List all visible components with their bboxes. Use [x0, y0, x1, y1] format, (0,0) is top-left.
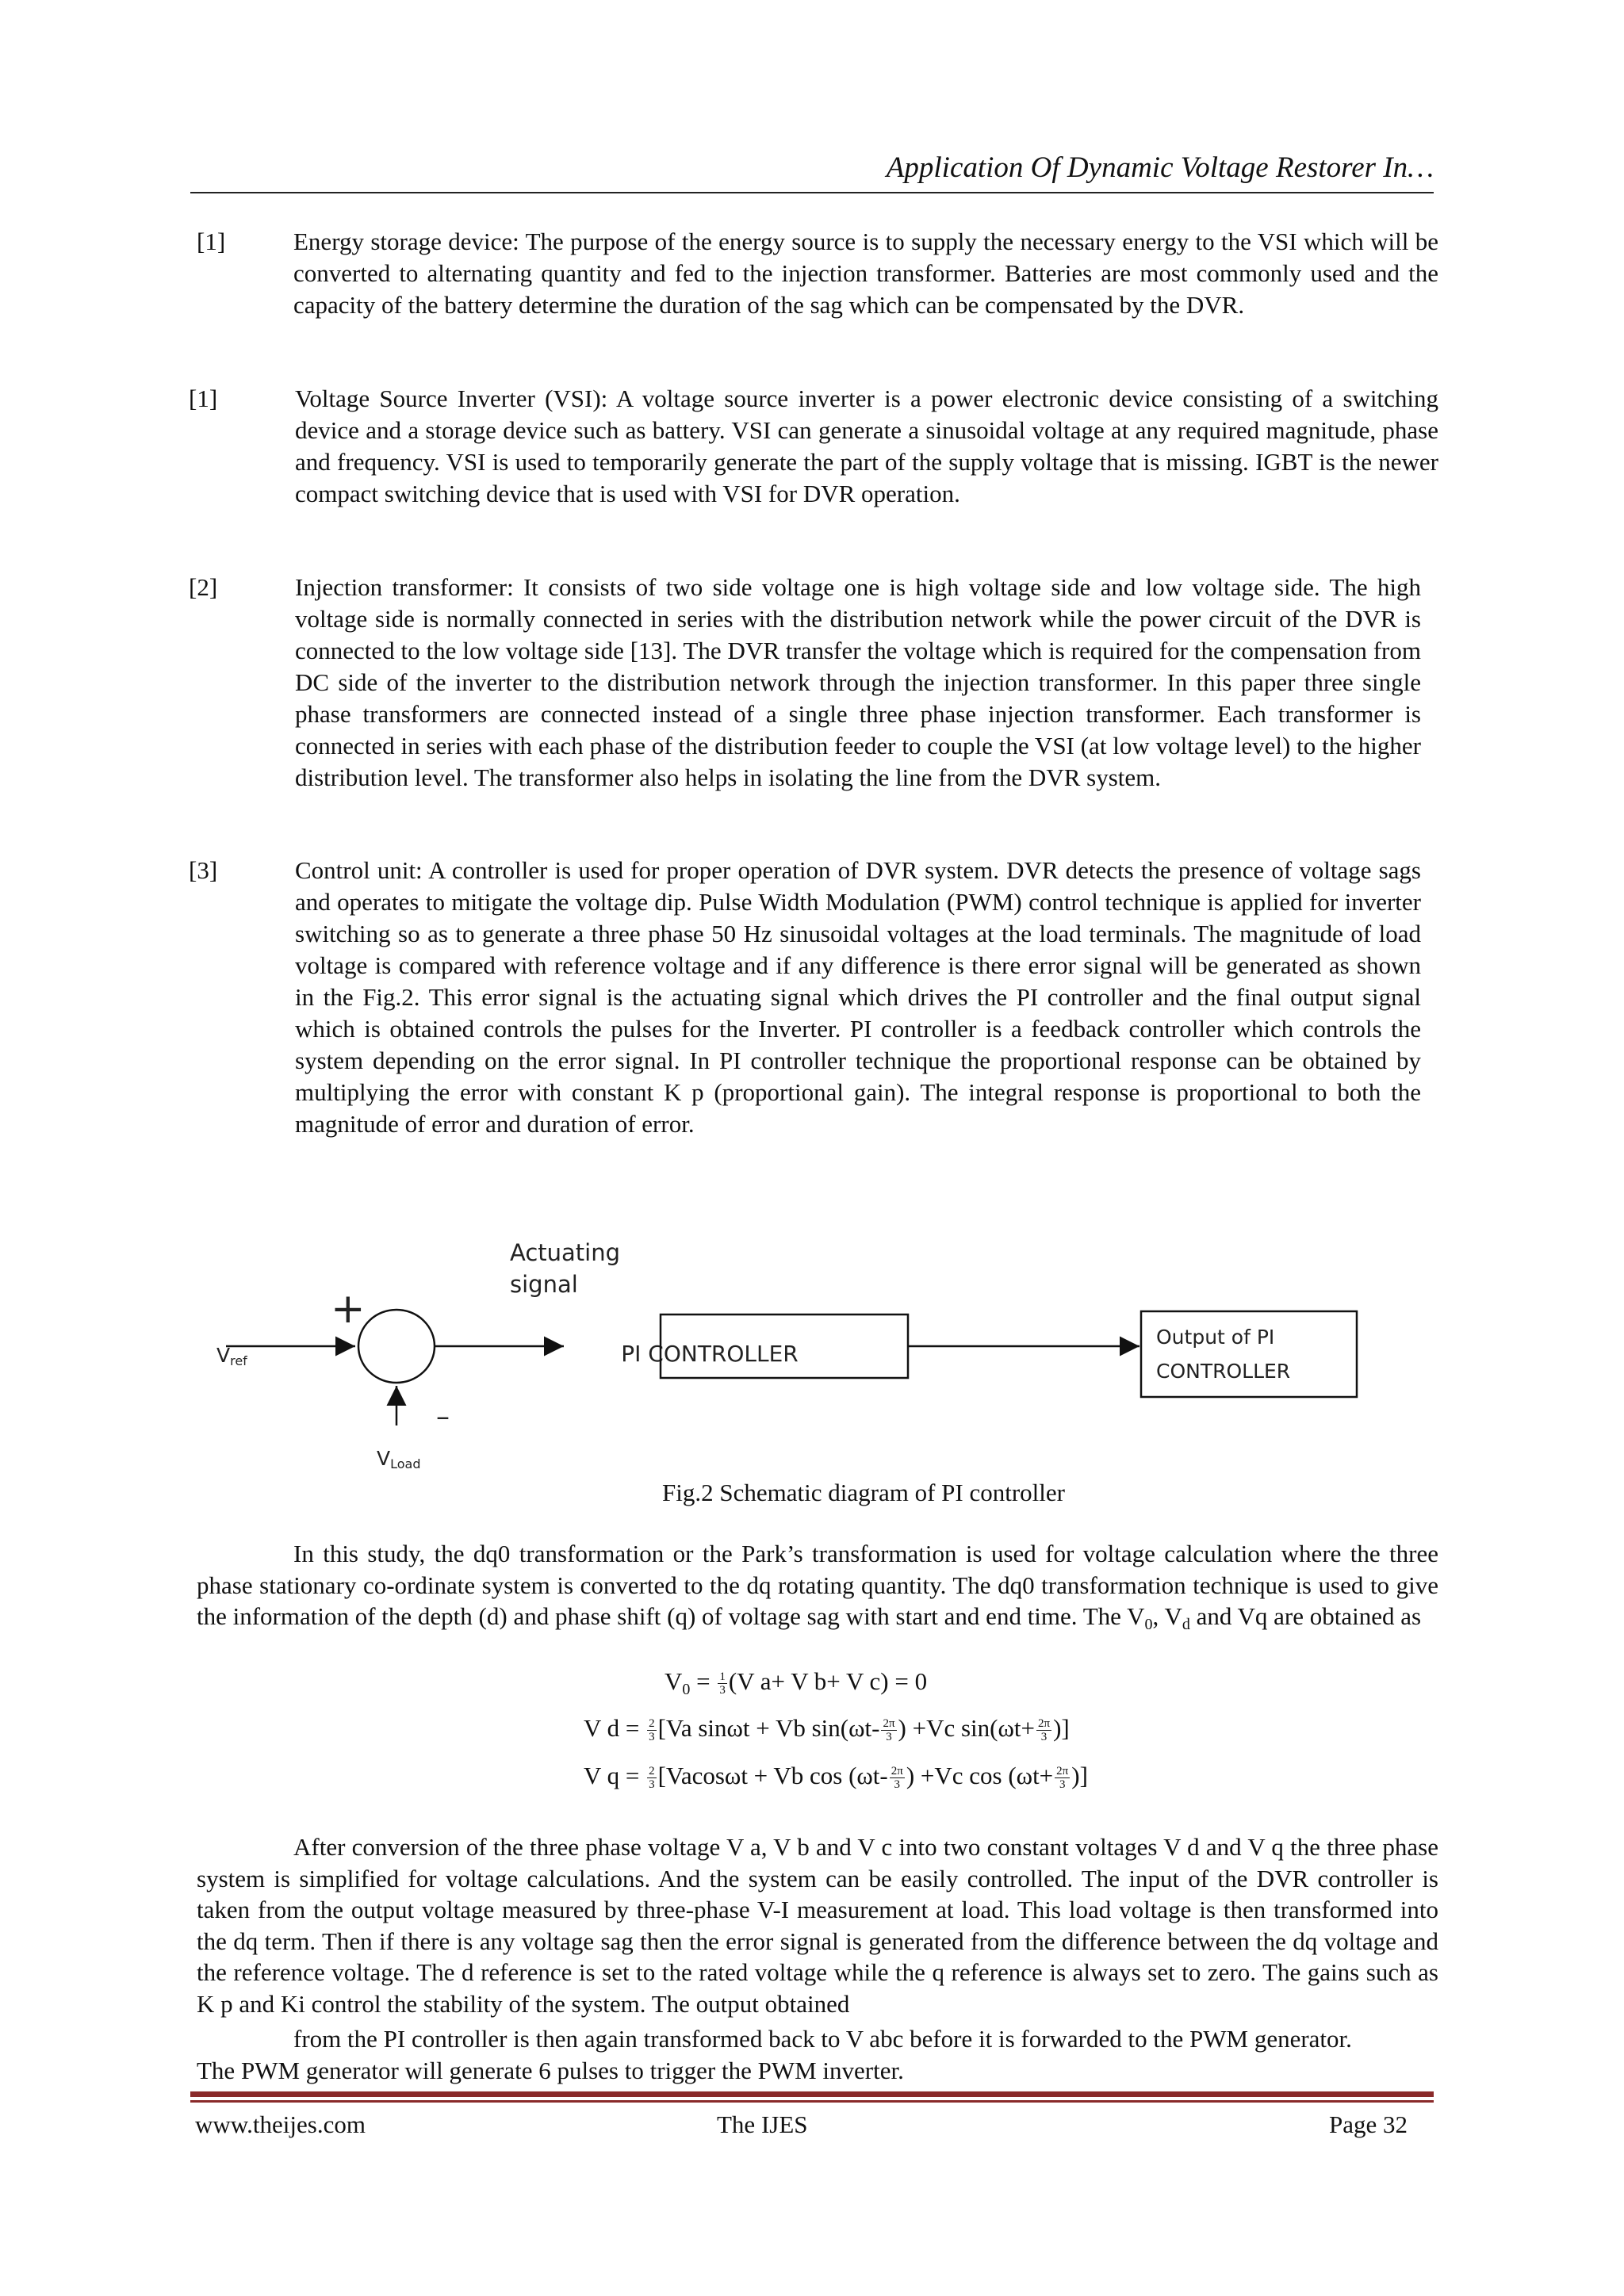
frac-numerator: 1	[719, 1670, 726, 1684]
footer-website: www.theijes.com	[195, 2110, 366, 2138]
footer-rule-thin	[190, 2100, 1434, 2103]
minus-sign: –	[436, 1401, 450, 1433]
frac-denominator: 3	[719, 1684, 726, 1697]
para-text: After conversion of the three phase voltage V a, V b and V c into two constant voltages V d and V q the three phase system is simplified for voltage calculations. And the system can be easily controlled. The input of the DVR controller is taken from the output voltage measured by three-phase V-I measurement at load. This load voltage is then transformed into the dq term. Then if there is any voltage sag then the error signal is generated from the difference between the dq voltage and the reference voltage. The d reference is set to the rated voltage while the q reference is always set to zero. The gains such as K p and Ki control the stability of the system. The output obtained	[197, 1833, 1438, 2018]
frac-numerator: 2	[649, 1765, 655, 1778]
eq-vd-c: )]	[1053, 1714, 1070, 1742]
list-item-injection-transformer	[189, 572, 1421, 825]
footer-page-number: Page 32	[1329, 2110, 1408, 2138]
frac-denominator: 3	[1059, 1778, 1066, 1792]
eq-vd-b: ) +Vc sin(ωt+	[898, 1714, 1035, 1742]
pi-controller-label: PI CONTROLLER	[621, 1341, 799, 1367]
frac-denominator: 3	[649, 1731, 655, 1744]
output-label-line2: CONTROLLER	[1156, 1360, 1291, 1383]
eq-v0-lhs: V	[665, 1667, 683, 1695]
fraction-2pi-3	[1055, 1765, 1070, 1791]
frac-numerator: 2π	[1037, 1717, 1051, 1731]
header-rule	[190, 192, 1434, 193]
eq-v0-rhs: (V a+ V b+ V c) = 0	[728, 1667, 928, 1695]
list-item-control-unit	[189, 855, 1421, 1203]
fraction-one-third	[718, 1670, 727, 1697]
subscript-d: d	[1182, 1616, 1190, 1633]
item-text: Voltage Source Inverter (VSI): A voltage source inverter is a power electronic device consisting of a switching device and a storage device such as battery. VSI can generate a sinusoidal voltage at any required magnitude, phase and frequency. VSI is used to temporarily generate the part of the supply voltage that is missing. IGBT is the newer compact switching device that is used with VSI for DVR operation.	[295, 385, 1438, 507]
para-text: from the PI controller is then again transformed back to V abc before it is forwarded to the PWM generator.	[293, 2025, 1352, 2053]
item-number: [2]	[189, 573, 218, 601]
fraction-2pi-3	[890, 1765, 905, 1791]
summing-junction	[358, 1310, 435, 1383]
para-text-2: , V	[1152, 1602, 1182, 1630]
list-item-vsi	[189, 383, 1438, 541]
item-number: [3]	[189, 856, 218, 884]
frac-denominator: 3	[894, 1778, 901, 1792]
eq-vq-c: )]	[1071, 1762, 1088, 1789]
list-item-energy-storage	[197, 226, 1438, 353]
subscript-zero: 0	[1144, 1616, 1153, 1633]
equation-vq	[584, 1762, 1088, 1791]
output-label-line1: Output of PI	[1156, 1326, 1275, 1349]
running-head: Application Of Dynamic Voltage Restorer In…	[886, 151, 1434, 184]
equation-vd	[584, 1714, 1070, 1743]
frac-denominator: 3	[649, 1778, 655, 1792]
figure-caption: Fig.2 Schematic diagram of PI controller	[662, 1479, 1065, 1506]
actuating-signal-label: Actuating	[510, 1239, 621, 1266]
item-number: [1]	[189, 385, 218, 412]
vload-label	[377, 1447, 421, 1471]
paragraph-pwm-line1	[293, 2023, 1438, 2055]
equation-v0	[665, 1667, 927, 1699]
pi-controller-diagram	[210, 1235, 1368, 1483]
footer-journal: The IJES	[717, 2110, 808, 2138]
vload-main: V	[377, 1447, 391, 1470]
eq-vd-lhs: V d =	[584, 1714, 646, 1742]
paragraph-dq0	[197, 1538, 1438, 1641]
vref-sub: ref	[230, 1353, 247, 1368]
frac-numerator: 2	[649, 1717, 655, 1731]
frac-denominator: 3	[1040, 1731, 1048, 1744]
paragraph-pwm-line2	[197, 2055, 1438, 2087]
fraction-2pi-3	[881, 1717, 896, 1743]
para-text-3: and Vq are obtained as	[1189, 1602, 1422, 1630]
item-text: Energy storage device: The purpose of the energy source is to supply the necessary energy to the VSI which will be converted to alternating quantity and fed to the injection transformer. Batteries are most commonly used and the capacity of the battery determine the duration of the sag which can be compensated by the DVR.	[293, 228, 1438, 319]
footer-rule	[190, 2091, 1434, 2097]
eq-vq-a: [Vacosωt + Vb cos (ωt-	[657, 1762, 888, 1789]
fraction-two-thirds	[647, 1765, 657, 1791]
eq-v0-sub: 0	[682, 1681, 691, 1698]
fraction-two-thirds	[647, 1717, 657, 1743]
plus-sign: +	[331, 1285, 366, 1333]
item-number: [1]	[197, 228, 226, 255]
paragraph-conversion	[197, 1831, 1438, 2019]
item-text: Control unit: A controller is used for proper operation of DVR system. DVR detects the presence of voltage sags and operates to mitigate the voltage dip. Pulse Width Modulation (PWM) control technique is applied for inverter switching so as to generate a three phase 50 Hz sinusoidal voltages at the load terminals. The magnitude of load voltage is compared with reference voltage and if any difference is there error signal will be generated as shown in the Fig.2. This error signal is the actuating signal which drives the PI controller and the final output signal which is obtained controls the pulses for the Inverter. PI controller is a feedback controller which controls the system depending on the error signal. In PI controller technique the proportional response can be obtained by multiplying the error with constant K p (proportional gain). The integral response is proportional to both the magnitude of error and duration of error.	[295, 856, 1421, 1138]
vload-sub: Load	[390, 1456, 421, 1471]
frac-numerator: 2π	[883, 1717, 895, 1731]
frac-numerator: 2π	[891, 1765, 903, 1778]
item-text: Injection transformer: It consists of two side voltage one is high voltage side and low voltage side. The high voltage side is normally connected in series with the distribution network while the power circuit of the DVR is connected to the low voltage side [13]. The DVR transfer the voltage which is required for the compensation from DC side of the inverter to the distribution network through the injection transformer. In this paper three single phase transformers are connected instead of a single three phase injection transformer. Each transformer is connected in series with each phase of the distribution feeder to couple the VSI (at low voltage level) to the higher distribution level. The transformer also helps in isolating the line from the DVR system.	[295, 573, 1421, 791]
vref-main: V	[216, 1344, 231, 1367]
fraction-2pi-3	[1036, 1717, 1051, 1743]
eq-vd-a: [Va sinωt + Vb sin(ωt-	[657, 1714, 880, 1742]
para-text: In this study, the dq0 transformation or the Park’s transformation is used for voltage calculation where the three phase stationary co-ordinate system is converted to the dq rotating quantity. The dq0 transformation technique is used to give the information of the depth (d) and phase shift (q) of voltage sag with start and end time. The V	[197, 1540, 1438, 1630]
eq-vq-b: ) +Vc cos (ωt+	[906, 1762, 1054, 1789]
para-text: The PWM generator will generate 6 pulses to trigger the PWM inverter.	[197, 2057, 904, 2084]
vref-label	[216, 1344, 247, 1368]
eq-v0-mid: =	[690, 1667, 717, 1695]
frac-numerator: 2π	[1056, 1765, 1069, 1778]
actuating-signal-label-line2: signal	[510, 1271, 578, 1298]
eq-vq-lhs: V q =	[584, 1762, 646, 1789]
frac-denominator: 3	[886, 1731, 892, 1744]
output-block	[1141, 1311, 1357, 1397]
